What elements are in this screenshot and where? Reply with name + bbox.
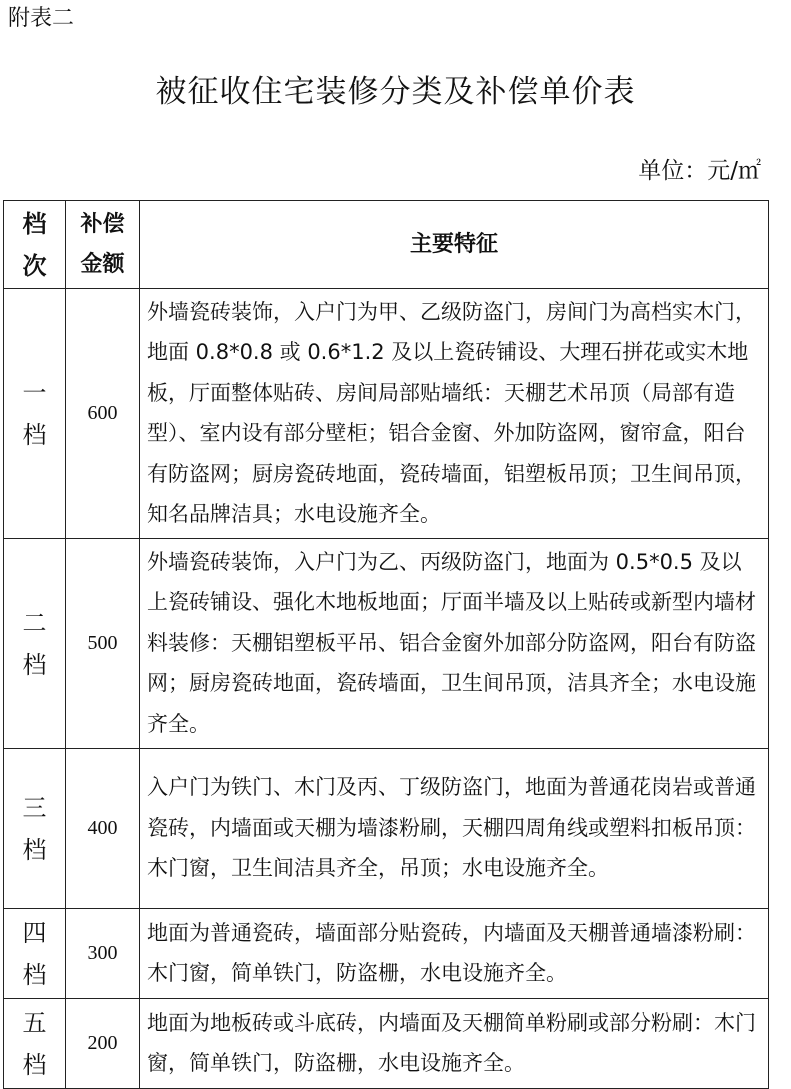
amount-cell: 600 — [66, 289, 140, 539]
features-cell: 地面为地板砖或斗底砖，内墙面及天棚简单粉刷或部分粉刷：木门窗，简单铁门，防盗栅，水电设施齐全。 — [140, 999, 769, 1089]
amount-cell: 200 — [66, 999, 140, 1089]
header-tier-label: 档次 — [22, 209, 47, 280]
header-features: 主要特征 — [140, 201, 769, 289]
tier-label: 二档 — [22, 608, 47, 679]
table-row — [4, 749, 769, 909]
amount-cell: 300 — [66, 909, 140, 999]
features-cell: 外墙瓷砖装饰，入户门为甲、乙级防盗门，房间门为高档实木门，地面 0.8*0.8 或 0.6*1.2 及以上瓷砖铺设、大理石拼花或实木地板，厅面整体贴砖、房间局部贴墙纸：天棚艺术吊顶（局部有造型）、室内设有部分壁柜；铝合金窗、外加防盗网，窗帘盒，阳台有防盗网；厨房瓷砖地面，瓷砖墙面，铝塑板吊顶；卫生间吊顶，知名品牌洁具；水电设施齐全。 — [140, 289, 769, 539]
compensation-table — [3, 200, 769, 1089]
table-row — [4, 909, 769, 999]
appendix-label: 附表二 — [8, 6, 75, 31]
tier-cell — [4, 289, 66, 539]
features-cell: 外墙瓷砖装饰，入户门为乙、丙级防盗门，地面为 0.5*0.5 及以上瓷砖铺设、强化木地板地面；厅面半墙及以上贴砖或新型内墙材料装修：天棚铝塑板平吊、铝合金窗外加部分防盗网，阳台有防盗网；厨房瓷砖地面，瓷砖墙面，卫生间吊顶，洁具齐全；水电设施齐全。 — [140, 539, 769, 749]
header-amount — [66, 201, 140, 289]
amount-cell: 500 — [66, 539, 140, 749]
tier-label: 四档 — [22, 918, 47, 989]
table-header-row — [4, 201, 769, 289]
features-cell: 地面为普通瓷砖，墙面部分贴瓷砖，内墙面及天棚普通墙漆粉刷：木门窗，简单铁门，防盗栅，水电设施齐全。 — [140, 909, 769, 999]
tier-label: 三档 — [22, 793, 47, 864]
table-row — [4, 539, 769, 749]
header-amount-label: 补偿金额 — [80, 211, 125, 277]
tier-label: 五档 — [22, 1008, 47, 1079]
table-row — [4, 289, 769, 539]
tier-cell — [4, 749, 66, 909]
tier-cell — [4, 999, 66, 1089]
tier-label: 一档 — [22, 378, 47, 449]
tier-cell — [4, 539, 66, 749]
header-tier — [4, 201, 66, 289]
features-cell: 入户门为铁门、木门及丙、丁级防盗门，地面为普通花岗岩或普通瓷砖，内墙面或天棚为墙漆粉刷，天棚四周角线或塑料扣板吊顶：木门窗，卫生间洁具齐全，吊顶；水电设施齐全。 — [140, 749, 769, 909]
tier-cell — [4, 909, 66, 999]
page-title: 被征收住宅装修分类及补偿单价表 — [155, 74, 636, 110]
amount-cell: 400 — [66, 749, 140, 909]
unit-label: 单位：元/㎡ — [638, 158, 761, 184]
table-row — [4, 999, 769, 1089]
